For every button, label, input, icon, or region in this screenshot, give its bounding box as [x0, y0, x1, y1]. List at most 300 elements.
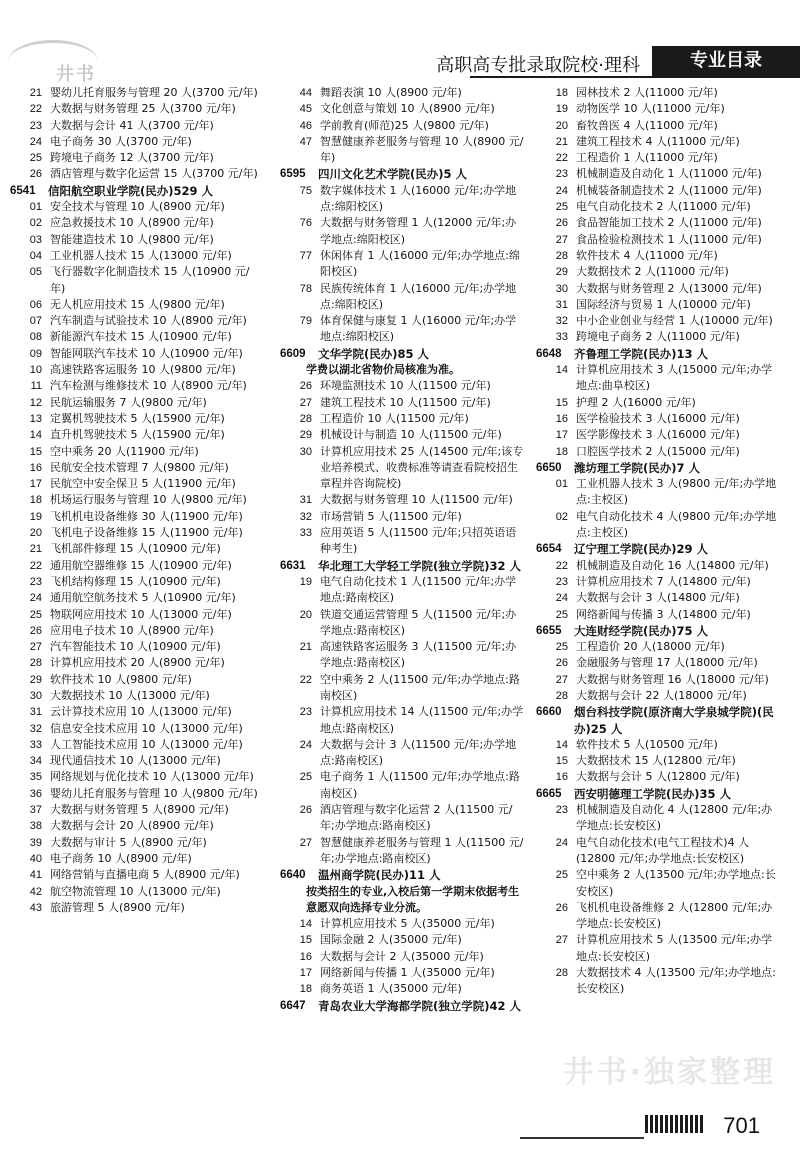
major-code: 32	[29, 722, 42, 735]
major-code: 29	[555, 266, 568, 279]
major-detail: 大数据技术 10 人(13000 元/年)	[50, 688, 210, 702]
major-row	[536, 85, 782, 101]
major-row	[10, 411, 260, 427]
major-row	[10, 607, 260, 623]
major-row	[536, 329, 782, 345]
major-detail: 建筑工程技术 10 人(11500 元/年)	[320, 395, 491, 409]
major-row	[10, 313, 260, 329]
major-detail: 人工智能技术应用 10 人(13000 元/年)	[50, 737, 243, 751]
major-detail: 汽车检测与维修技术 10 人(8900 元/年)	[50, 379, 247, 393]
major-detail: 环境监测技术 10 人(11500 元/年)	[320, 379, 491, 393]
major-code: 44	[299, 87, 312, 99]
major-detail: 大数据技术 15 人(12800 元/年)	[576, 754, 736, 768]
major-detail: 智能网联汽车技术 10 人(10900 元/年)	[50, 346, 243, 360]
major-row	[10, 753, 260, 769]
major-detail: 大数据与财务管理 1 人(12000 元/年;办学地点:绵阳校区)	[320, 216, 517, 246]
major-row	[280, 932, 524, 948]
major-code: 06	[29, 298, 42, 311]
major-row	[10, 264, 260, 297]
major-code: 14	[29, 429, 42, 442]
major-row	[536, 476, 782, 509]
major-row	[536, 965, 782, 998]
major-code: 27	[299, 396, 312, 409]
major-detail: 云计算技术应用 10 人(13000 元/年)	[50, 705, 232, 719]
major-detail: 定翼机驾驶技术 5 人(15900 元/年)	[50, 411, 225, 425]
major-detail: 计算机应用技术 20 人(8900 元/年)	[50, 656, 225, 670]
major-detail: 跨境电子商务 2 人(11000 元/年)	[576, 330, 740, 344]
major-code: 01	[555, 478, 568, 491]
major-code: 33	[29, 738, 42, 751]
major-detail: 酒店管理与数字化运营 15 人(3700 元/年)	[50, 167, 258, 181]
major-detail: 口腔医学技术 2 人(15000 元/年)	[576, 444, 740, 458]
major-row	[536, 753, 782, 769]
major-code: 25	[555, 201, 568, 214]
major-detail: 大数据与财务管理 16 人(18000 元/年)	[576, 672, 769, 686]
major-row	[536, 509, 782, 542]
major-detail: 软件技术 5 人(10500 元/年)	[576, 737, 718, 751]
major-detail: 无人机应用技术 15 人(9800 元/年)	[50, 297, 225, 311]
institution-name: 辽宁理工学院(民办)29 人	[574, 542, 709, 557]
major-detail: 通用航空航务技术 5 人(10900 元/年)	[50, 591, 236, 605]
major-row	[280, 769, 524, 802]
major-detail: 民航安全技术管理 7 人(9800 元/年)	[50, 460, 229, 474]
institution-name: 青岛农业大学海都学院(独立学院)42 人	[318, 998, 522, 1013]
major-code: 26	[299, 380, 312, 393]
major-code: 22	[29, 559, 42, 572]
major-detail: 网络新闻与传播 3 人(14800 元/年)	[576, 607, 751, 621]
institution-heading	[536, 786, 782, 802]
major-row	[280, 134, 524, 167]
institution-heading	[280, 166, 524, 182]
major-detail: 通用航空器维修 15 人(10900 元/年)	[50, 558, 232, 572]
major-row	[280, 313, 524, 346]
major-detail: 民族传统体育 1 人(16000 元/年;办学地点:绵阳校区)	[320, 281, 517, 311]
major-row	[10, 688, 260, 704]
major-code: 02	[29, 217, 42, 230]
major-detail: 文化创意与策划 10 人(8900 元/年)	[320, 102, 495, 116]
major-detail: 学前教育(师范)25 人(9800 元/年)	[320, 118, 489, 132]
major-detail: 电气自动化技术(电气工程技术)4 人(12800 元/年;办学地点:长安校区)	[576, 835, 750, 865]
major-row	[10, 395, 260, 411]
major-row	[280, 672, 524, 705]
major-code: 23	[555, 804, 568, 817]
major-row	[536, 590, 782, 606]
footer-divider	[520, 1137, 644, 1139]
major-code: 20	[299, 608, 312, 621]
major-detail: 汽车智能技术 10 人(10900 元/年)	[50, 640, 221, 654]
major-code: 19	[555, 103, 568, 116]
major-detail: 空中乘务 2 人(11500 元/年;办学地点:路南校区)	[320, 672, 520, 702]
major-detail: 医学检验技术 3 人(16000 元/年)	[576, 411, 740, 425]
major-detail: 软件技术 10 人(9800 元/年)	[50, 672, 192, 686]
major-detail: 大数据与会计 41 人(3700 元/年)	[50, 118, 214, 132]
major-row	[10, 476, 260, 492]
institution-code: 6654	[536, 543, 562, 556]
major-row	[10, 427, 260, 443]
major-row	[280, 427, 524, 443]
major-detail: 飞机机电设备维修 2 人(12800 元/年;办学地点:长安校区)	[576, 900, 773, 931]
major-code: 31	[299, 494, 312, 507]
major-code: 37	[29, 804, 42, 817]
major-row	[536, 835, 782, 868]
major-code: 02	[555, 510, 568, 523]
major-detail: 畜牧兽医 4 人(11000 元/年)	[576, 118, 718, 132]
major-row	[536, 134, 782, 150]
major-row	[536, 867, 782, 900]
major-row	[280, 378, 524, 394]
major-detail: 电气自动化技术 4 人(9800 元/年;办学地点:主校区)	[576, 509, 777, 540]
major-detail: 电气自动化技术 1 人(11500 元/年;办学地点:路南校区)	[320, 574, 517, 605]
major-row	[10, 867, 260, 883]
major-detail: 网络规划与优化技术 10 人(13000 元/年)	[50, 770, 254, 784]
major-detail: 大数据与审计 5 人(8900 元/年)	[50, 835, 207, 849]
major-row	[10, 655, 260, 671]
barcode-decoration-icon	[645, 1115, 705, 1133]
major-detail: 计算机应用技术 5 人(13500 元/年;办学地点:长安校区)	[576, 933, 773, 963]
major-row	[10, 835, 260, 851]
institution-name: 潍坊理工学院(民办)7 人	[574, 460, 701, 475]
major-detail: 机械装备制造技术 2 人(11000 元/年)	[576, 183, 762, 197]
major-detail: 商务英语 1 人(35000 元/年)	[320, 982, 462, 996]
major-detail: 工程造价 10 人(11500 元/年)	[320, 411, 469, 425]
major-row	[280, 965, 524, 981]
institution-name: 齐鲁理工学院(民办)13 人	[574, 346, 709, 361]
major-code: 28	[29, 657, 42, 670]
major-row	[536, 607, 782, 623]
major-code: 26	[555, 901, 568, 914]
major-code: 20	[29, 527, 42, 540]
major-code: 46	[299, 119, 312, 132]
major-code: 23	[299, 706, 312, 719]
major-detail: 汽车制造与试验技术 10 人(8900 元/年)	[50, 314, 247, 328]
major-row	[536, 150, 782, 166]
major-detail: 飞机结构修理 15 人(10900 元/年)	[50, 574, 221, 588]
major-code: 78	[299, 282, 312, 295]
section-title: 高职高专批录取院校·理科	[436, 55, 640, 76]
major-row	[10, 639, 260, 655]
institution-code: 6595	[280, 168, 306, 181]
major-row	[536, 281, 782, 297]
major-detail: 食品智能加工技术 2 人(11000 元/年)	[576, 216, 762, 230]
major-row	[10, 721, 260, 737]
major-row	[280, 101, 524, 117]
column-1	[10, 85, 260, 916]
major-detail: 旅游管理 5 人(8900 元/年)	[50, 900, 185, 914]
major-code: 24	[555, 592, 568, 605]
major-detail: 婴幼儿托育服务与管理 20 人(3700 元/年)	[50, 86, 258, 99]
institution-heading	[280, 867, 524, 883]
major-detail: 建筑工程技术 4 人(11000 元/年)	[576, 134, 740, 148]
major-detail: 铁道交通运营管理 5 人(11500 元/年;办学地点:路南校区)	[320, 607, 517, 637]
major-detail: 飞行器数字化制造技术 15 人(10900 元/年)	[50, 265, 250, 295]
major-row	[10, 769, 260, 785]
major-code: 79	[299, 315, 312, 328]
major-code: 26	[29, 168, 42, 181]
major-row	[280, 281, 524, 314]
major-row	[10, 329, 260, 345]
major-code: 29	[299, 429, 312, 442]
major-detail: 大数据与会计 20 人(8900 元/年)	[50, 819, 214, 833]
major-row	[10, 851, 260, 867]
major-code: 28	[555, 249, 568, 262]
major-detail: 软件技术 4 人(11000 元/年)	[576, 248, 718, 262]
institution-heading	[536, 704, 782, 737]
major-row	[10, 460, 260, 476]
major-detail: 大数据与会计 3 人(14800 元/年)	[576, 591, 740, 605]
institution-name: 华北理工大学轻工学院(独立学院)32 人	[318, 558, 522, 573]
major-code: 45	[299, 103, 312, 116]
major-row	[536, 558, 782, 574]
major-code: 08	[29, 331, 42, 344]
major-code: 24	[29, 135, 42, 148]
major-row	[280, 411, 524, 427]
major-detail: 应用电子技术 10 人(8900 元/年)	[50, 623, 214, 637]
major-detail: 网络营销与直播电商 5 人(8900 元/年)	[50, 868, 240, 882]
major-detail: 新能源汽车技术 15 人(10900 元/年)	[50, 330, 232, 344]
major-row	[10, 672, 260, 688]
major-row	[10, 85, 260, 101]
major-code: 34	[29, 755, 42, 768]
major-row	[280, 509, 524, 525]
major-detail: 体育保健与康复 1 人(16000 元/年;办学地点:绵阳校区)	[320, 314, 517, 344]
major-row	[536, 427, 782, 443]
major-detail: 电子商务 10 人(8900 元/年)	[50, 851, 192, 865]
institution-code: 6541	[10, 184, 36, 197]
major-code: 22	[29, 103, 42, 116]
institution-code: 6665	[536, 787, 562, 800]
major-row	[10, 248, 260, 264]
major-detail: 动物医学 10 人(11000 元/年)	[576, 102, 725, 116]
institution-heading	[536, 541, 782, 557]
major-row	[10, 150, 260, 166]
major-code: 23	[555, 168, 568, 181]
major-code: 26	[29, 624, 42, 637]
institution-code: 6650	[536, 461, 562, 474]
major-row	[10, 574, 260, 590]
major-row	[280, 639, 524, 672]
major-detail: 计算机应用技术 14 人(11500 元/年;办学地点:路南校区)	[320, 705, 524, 735]
major-code: 21	[29, 543, 42, 556]
major-row	[280, 183, 524, 216]
major-code: 26	[555, 657, 568, 670]
major-row	[280, 574, 524, 607]
major-row	[536, 688, 782, 704]
major-row	[10, 118, 260, 134]
major-detail: 工业机器人技术 15 人(13000 元/年)	[50, 248, 232, 262]
major-detail: 中小企业创业与经营 1 人(10000 元/年)	[576, 314, 773, 328]
major-code: 77	[299, 249, 312, 262]
institution-name: 温州商学院(民办)11 人	[318, 868, 441, 883]
major-code: 11	[30, 380, 42, 393]
major-code: 25	[555, 869, 568, 882]
major-code: 75	[299, 184, 312, 197]
major-detail: 大数据技术 2 人(11000 元/年)	[576, 265, 729, 279]
major-row	[280, 802, 524, 835]
major-row	[280, 916, 524, 932]
major-row	[280, 118, 524, 134]
major-code: 17	[29, 478, 42, 491]
major-row	[10, 215, 260, 231]
major-code: 32	[299, 510, 312, 523]
major-code: 28	[299, 412, 312, 425]
major-row	[536, 655, 782, 671]
major-detail: 高速铁路客运服务 3 人(11500 元/年;办学地点:路南校区)	[320, 640, 517, 670]
major-code: 33	[299, 527, 312, 540]
major-code: 25	[29, 152, 42, 165]
institution-name: 信阳航空职业学院(民办)529 人	[48, 183, 214, 198]
major-detail: 园林技术 2 人(11000 元/年)	[576, 86, 718, 99]
major-code: 15	[299, 934, 312, 947]
major-row	[10, 134, 260, 150]
major-code: 17	[555, 429, 568, 442]
major-detail: 婴幼儿托育服务与管理 10 人(9800 元/年)	[50, 786, 258, 800]
major-detail: 飞机电子设备维修 15 人(11900 元/年)	[50, 526, 243, 540]
major-detail: 机械设计与制造 10 人(11500 元/年)	[320, 428, 502, 442]
major-row	[10, 884, 260, 900]
institution-code: 6655	[536, 624, 562, 637]
institution-heading	[536, 460, 782, 476]
major-detail: 安全技术与管理 10 人(8900 元/年)	[50, 200, 225, 214]
major-code: 16	[555, 412, 568, 425]
major-row	[10, 704, 260, 720]
major-row	[10, 166, 260, 182]
major-code: 30	[555, 282, 568, 295]
major-code: 26	[299, 804, 312, 817]
major-detail: 智慧健康养老服务与管理 1 人(11500 元/年;办学地点:路南校区)	[320, 835, 524, 865]
institution-code: 6609	[280, 347, 306, 360]
major-detail: 食品检验检测技术 1 人(11000 元/年)	[576, 232, 762, 246]
institution-code: 6631	[280, 559, 306, 572]
major-detail: 智能建造技术 10 人(9800 元/年)	[50, 232, 214, 246]
major-code: 21	[29, 87, 42, 99]
major-code: 12	[29, 396, 42, 409]
major-detail: 大数据与会计 5 人(12800 元/年)	[576, 770, 740, 784]
major-code: 27	[555, 673, 568, 686]
major-row	[536, 900, 782, 933]
major-code: 29	[29, 673, 42, 686]
major-code: 27	[299, 836, 312, 849]
major-detail: 大数据与会计 3 人(11500 元/年;办学地点:路南校区)	[320, 737, 517, 768]
major-row	[536, 166, 782, 182]
major-row	[536, 232, 782, 248]
major-code: 76	[299, 217, 312, 230]
major-code: 03	[29, 233, 42, 246]
major-row	[536, 199, 782, 215]
major-row	[10, 558, 260, 574]
major-detail: 电子商务 1 人(11500 元/年;办学地点:路南校区)	[320, 770, 520, 800]
major-code: 18	[555, 445, 568, 458]
major-detail: 大数据与财务管理 2 人(13000 元/年)	[576, 281, 762, 295]
major-code: 25	[29, 608, 42, 621]
major-code: 21	[299, 641, 312, 654]
major-code: 05	[29, 266, 42, 279]
major-row	[280, 395, 524, 411]
major-code: 15	[29, 445, 42, 458]
major-code: 19	[29, 510, 42, 523]
major-code: 25	[555, 608, 568, 621]
major-detail: 跨境电子商务 12 人(3700 元/年)	[50, 151, 214, 165]
major-code: 26	[555, 217, 568, 230]
major-row	[10, 525, 260, 541]
major-detail: 休闲体育 1 人(16000 元/年;办学地点:绵阳校区)	[320, 248, 520, 279]
major-detail: 电气自动化技术 2 人(11000 元/年)	[576, 200, 751, 214]
major-code: 01	[29, 201, 42, 214]
major-detail: 机械制造及自动化 1 人(11000 元/年)	[576, 167, 762, 181]
major-code: 30	[29, 689, 42, 702]
major-row	[10, 900, 260, 916]
major-row	[10, 786, 260, 802]
major-row	[10, 541, 260, 557]
major-row	[10, 509, 260, 525]
major-row	[10, 590, 260, 606]
major-code: 23	[29, 119, 42, 132]
major-code: 27	[555, 233, 568, 246]
major-row	[280, 737, 524, 770]
major-row	[10, 818, 260, 834]
major-code: 13	[29, 412, 42, 425]
major-row	[280, 215, 524, 248]
major-row	[536, 248, 782, 264]
major-detail: 工业机器人技术 3 人(9800 元/年;办学地点:主校区)	[576, 477, 777, 507]
major-detail: 大数据技术 4 人(13500 元/年;办学地点:长安校区)	[576, 966, 776, 996]
major-code: 18	[299, 983, 312, 996]
major-detail: 酒店管理与数字化运营 2 人(11500 元/年;办学地点:路南校区)	[320, 803, 513, 833]
institution-code: 6648	[536, 347, 562, 360]
major-row	[536, 395, 782, 411]
major-row	[10, 297, 260, 313]
major-row	[536, 297, 782, 313]
institution-name: 烟台科技学院(原济南大学泉城学院)(民办)25 人	[574, 705, 774, 736]
major-detail: 大数据与会计 2 人(35000 元/年)	[320, 949, 484, 963]
major-code: 28	[555, 689, 568, 702]
major-row	[280, 85, 524, 101]
major-code: 14	[555, 364, 568, 377]
major-detail: 机场运行服务与管理 10 人(9800 元/年)	[50, 493, 247, 507]
institution-heading	[280, 346, 524, 362]
major-detail: 计算机应用技术 5 人(35000 元/年)	[320, 917, 495, 931]
major-detail: 计算机应用技术 7 人(14800 元/年)	[576, 574, 751, 588]
major-code: 22	[555, 152, 568, 165]
major-row	[536, 118, 782, 134]
major-code: 24	[299, 738, 312, 751]
major-code: 35	[29, 771, 42, 784]
major-code: 15	[555, 755, 568, 768]
major-detail: 国际金融 2 人(35000 元/年)	[320, 933, 462, 947]
major-row	[280, 248, 524, 281]
institution-heading	[536, 623, 782, 639]
major-code: 16	[555, 771, 568, 784]
major-row	[536, 932, 782, 965]
major-code: 28	[555, 967, 568, 980]
major-row	[536, 215, 782, 231]
major-row	[10, 362, 260, 378]
institution-note: 学费以湖北省物价局核准为准。	[306, 363, 460, 377]
major-row	[536, 802, 782, 835]
page-header	[0, 0, 800, 85]
major-code: 14	[299, 918, 312, 931]
header-divider	[470, 76, 800, 78]
major-code: 15	[555, 396, 568, 409]
column-2	[280, 85, 524, 1014]
major-code: 40	[29, 852, 42, 865]
major-code: 16	[299, 950, 312, 963]
major-code: 07	[29, 315, 42, 328]
major-row	[536, 444, 782, 460]
institution-heading	[10, 183, 260, 199]
major-row	[10, 232, 260, 248]
major-code: 25	[299, 771, 312, 784]
major-detail: 数字媒体技术 1 人(16000 元/年;办学地点:绵阳校区)	[320, 183, 517, 214]
